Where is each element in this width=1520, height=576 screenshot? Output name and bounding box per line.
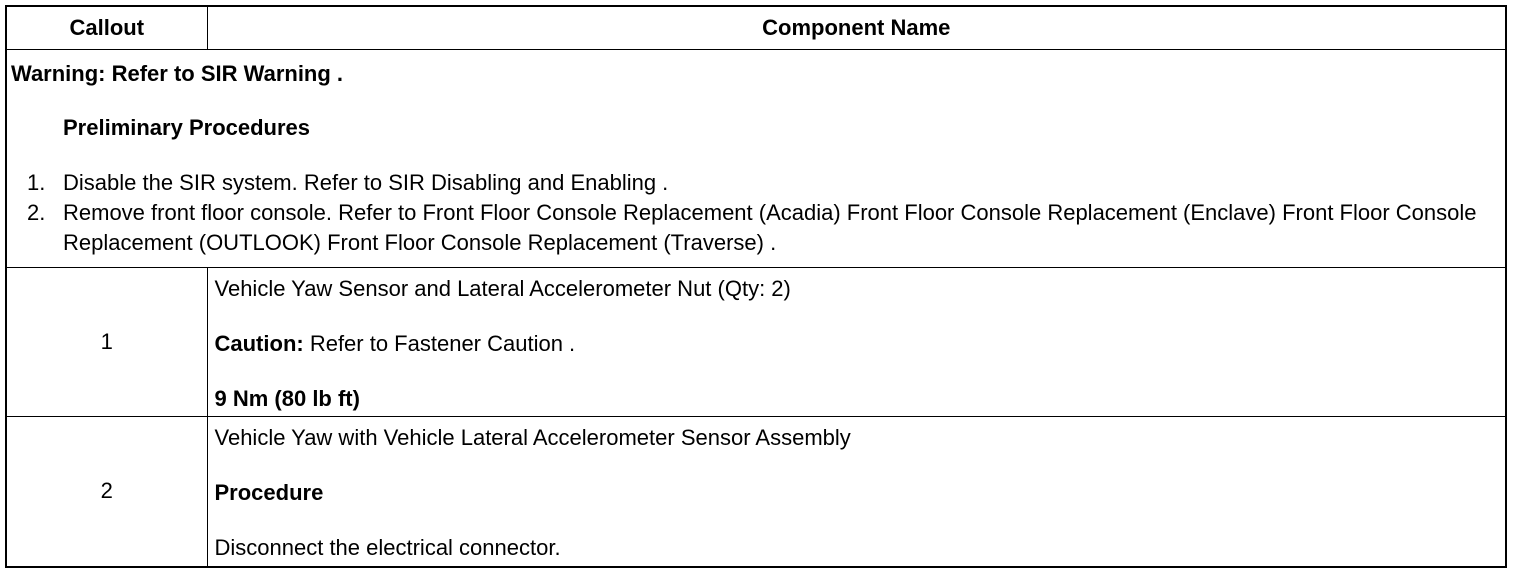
step-text: Remove front floor console. Refer to Front Floor Console Replacement (Acadia) Front Floor Console Replacement (Enclave) Front Floor Console Replacement (OUTLOOK) Front Floor Console Replacement (Traverse) . bbox=[63, 200, 1477, 256]
component-table bbox=[5, 5, 1507, 568]
step-item bbox=[7, 168, 1505, 198]
step-item bbox=[7, 198, 1505, 258]
torque-spec bbox=[215, 384, 1506, 414]
component-name: Vehicle Yaw with Vehicle Lateral Accelerometer Sensor Assembly bbox=[214, 424, 851, 450]
caution-label: Caution: bbox=[214, 330, 304, 356]
warning-text: Warning: Refer to SIR Warning . bbox=[11, 61, 344, 87]
caution-text: Refer to Fastener Caution . bbox=[303, 330, 576, 356]
warning-cell bbox=[6, 50, 1506, 267]
callout-number: 2 bbox=[6, 416, 207, 567]
procedure-label: Procedure bbox=[214, 479, 324, 505]
callout-header: Callout bbox=[6, 6, 207, 50]
component-cell bbox=[207, 416, 1506, 567]
callout-number: 1 bbox=[6, 267, 207, 416]
preliminary-procedures-title: Preliminary Procedures bbox=[63, 115, 311, 141]
table-row bbox=[6, 267, 1506, 416]
torque-value: 9 Nm (80 lb ft) bbox=[214, 385, 360, 411]
step-number: 2. bbox=[27, 200, 46, 226]
procedure-title bbox=[215, 478, 1506, 508]
preliminary-steps bbox=[7, 168, 1505, 258]
header-row bbox=[6, 6, 1506, 50]
procedure-text: Disconnect the electrical connector. bbox=[214, 534, 561, 560]
step-text: Disable the SIR system. Refer to SIR Disabling and Enabling . bbox=[63, 170, 669, 196]
component-name: Vehicle Yaw Sensor and Lateral Accelerometer Nut (Qty: 2) bbox=[214, 275, 791, 301]
caution-line bbox=[215, 329, 1506, 359]
table-row bbox=[6, 416, 1506, 567]
component-cell bbox=[207, 267, 1506, 416]
component-name-header: Component Name bbox=[207, 6, 1506, 50]
step-number: 1. bbox=[27, 170, 46, 196]
warning-row bbox=[6, 50, 1506, 267]
